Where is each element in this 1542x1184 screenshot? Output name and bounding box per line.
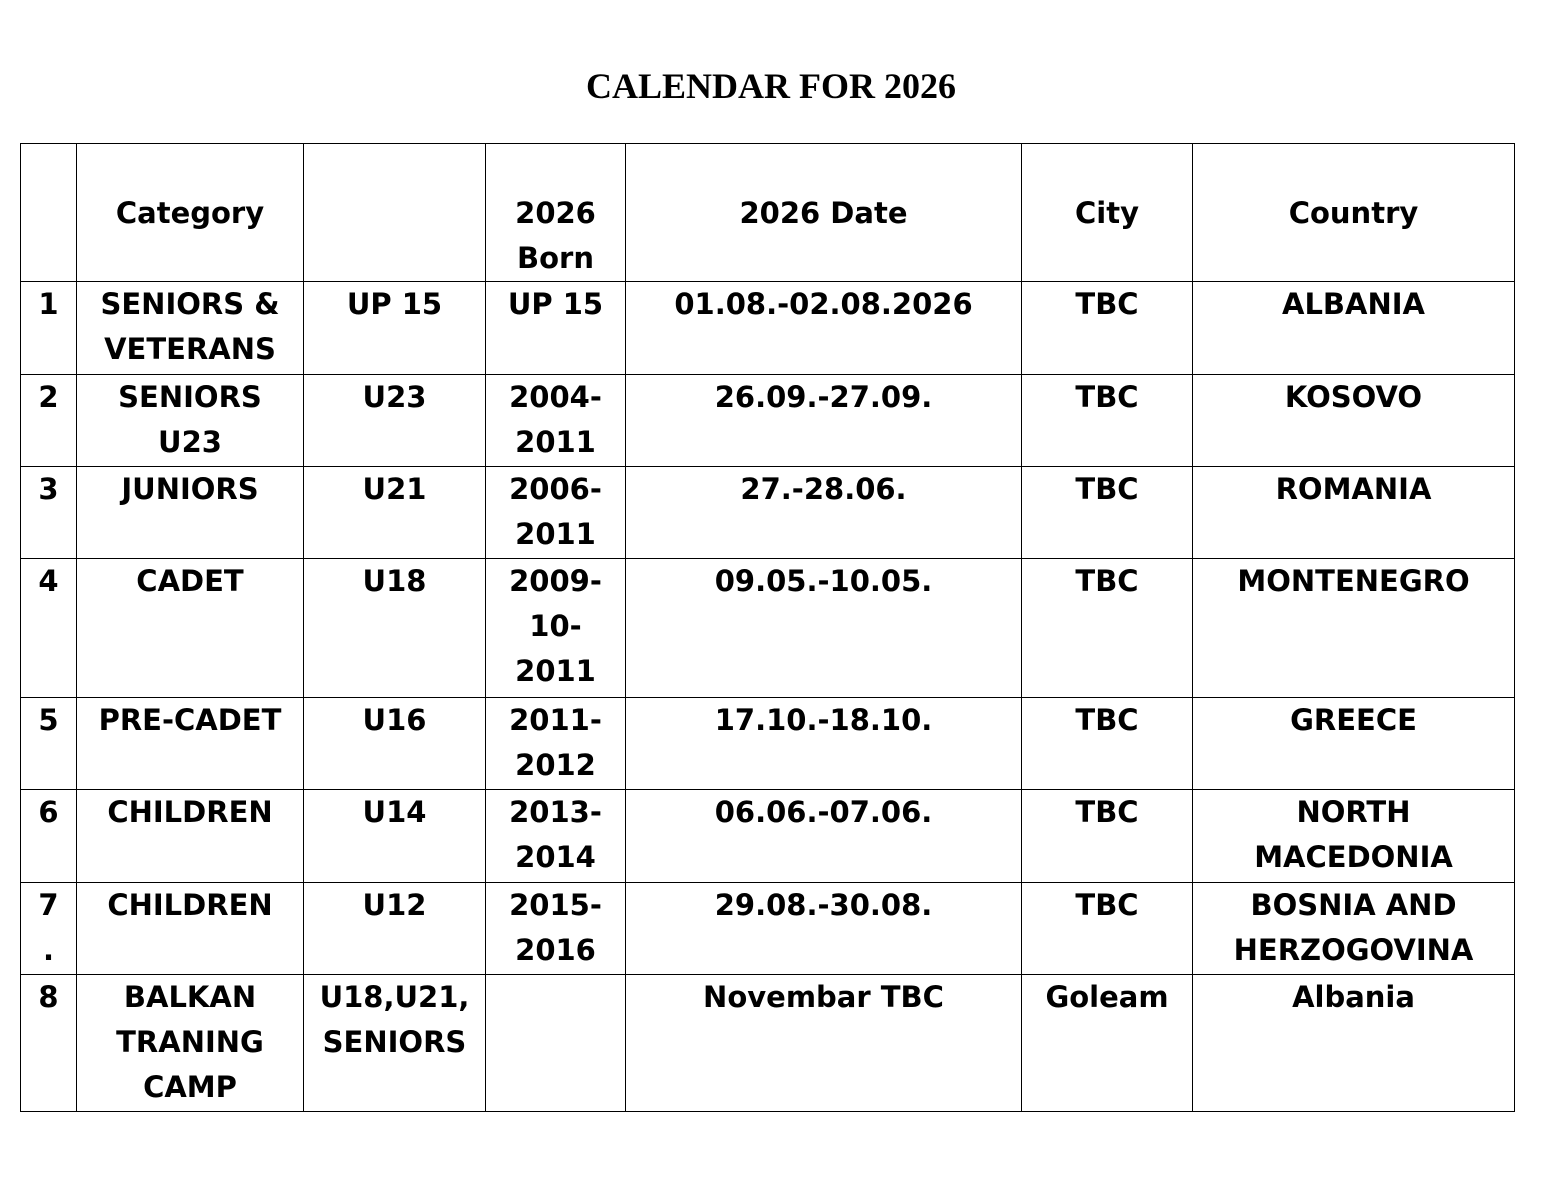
row-country: NORTH MACEDONIA <box>1193 790 1515 883</box>
table-header-row <box>21 144 1515 282</box>
row-age-group: U23 <box>304 375 486 467</box>
row-category: PRE-CADET <box>77 698 304 790</box>
header-country: Country <box>1193 144 1515 282</box>
row-country: MONTENEGRO <box>1193 559 1515 698</box>
row-number: 6 <box>21 790 77 883</box>
row-age-group: U14 <box>304 790 486 883</box>
header-date: 2026 Date <box>626 144 1022 282</box>
header-number <box>21 144 77 282</box>
row-number: 1 <box>21 282 77 375</box>
row-age-group: U18 <box>304 559 486 698</box>
row-date: 01.08.-02.08.2026 <box>626 282 1022 375</box>
table-row <box>21 790 1515 883</box>
row-age-group: U21 <box>304 467 486 559</box>
header-age-group <box>304 144 486 282</box>
row-category: SENIORS & VETERANS <box>77 282 304 375</box>
table-row <box>21 559 1515 698</box>
row-date: 29.08.-30.08. <box>626 883 1022 975</box>
row-category: CHILDREN <box>77 790 304 883</box>
table-row <box>21 375 1515 467</box>
row-born: 2009- 10- 2011 <box>486 559 626 698</box>
row-category: JUNIORS <box>77 467 304 559</box>
row-number: 5 <box>21 698 77 790</box>
row-born: 2004- 2011 <box>486 375 626 467</box>
row-number: 8 <box>21 975 77 1112</box>
table-row <box>21 282 1515 375</box>
header-born: 2026 Born <box>486 144 626 282</box>
row-country: KOSOVO <box>1193 375 1515 467</box>
row-category: BALKAN TRANING CAMP <box>77 975 304 1112</box>
table-row <box>21 698 1515 790</box>
table-row <box>21 467 1515 559</box>
row-category: CADET <box>77 559 304 698</box>
row-born: UP 15 <box>486 282 626 375</box>
row-country: Albania <box>1193 975 1515 1112</box>
row-date: 09.05.-10.05. <box>626 559 1022 698</box>
row-number: 3 <box>21 467 77 559</box>
header-category: Category <box>77 144 304 282</box>
row-category: CHILDREN <box>77 883 304 975</box>
row-city: TBC <box>1022 559 1193 698</box>
row-date: 27.-28.06. <box>626 467 1022 559</box>
row-date: 26.09.-27.09. <box>626 375 1022 467</box>
table-row <box>21 975 1515 1112</box>
row-born: 2015- 2016 <box>486 883 626 975</box>
table-row <box>21 883 1515 975</box>
row-number: 7 . <box>21 883 77 975</box>
row-date: 17.10.-18.10. <box>626 698 1022 790</box>
page-title: CALENDAR FOR 2026 <box>585 66 956 106</box>
row-born: 2006- 2011 <box>486 467 626 559</box>
row-date: 06.06.-07.06. <box>626 790 1022 883</box>
row-city: Goleam <box>1022 975 1193 1112</box>
row-born: 2013- 2014 <box>486 790 626 883</box>
header-city: City <box>1022 144 1193 282</box>
row-city: TBC <box>1022 282 1193 375</box>
row-country: ALBANIA <box>1193 282 1515 375</box>
row-city: TBC <box>1022 467 1193 559</box>
row-city: TBC <box>1022 375 1193 467</box>
row-country: BOSNIA AND HERZOGOVINA <box>1193 883 1515 975</box>
row-category: SENIORS U23 <box>77 375 304 467</box>
row-age-group: U18,U21, SENIORS <box>304 975 486 1112</box>
row-age-group: UP 15 <box>304 282 486 375</box>
row-born <box>486 975 626 1112</box>
row-number: 2 <box>21 375 77 467</box>
row-age-group: U16 <box>304 698 486 790</box>
row-city: TBC <box>1022 883 1193 975</box>
row-city: TBC <box>1022 698 1193 790</box>
row-number: 4 <box>21 559 77 698</box>
row-country: ROMANIA <box>1193 467 1515 559</box>
row-age-group: U12 <box>304 883 486 975</box>
calendar-table <box>20 143 1515 1112</box>
row-city: TBC <box>1022 790 1193 883</box>
row-born: 2011- 2012 <box>486 698 626 790</box>
row-date: Novembar TBC <box>626 975 1022 1112</box>
row-country: GREECE <box>1193 698 1515 790</box>
